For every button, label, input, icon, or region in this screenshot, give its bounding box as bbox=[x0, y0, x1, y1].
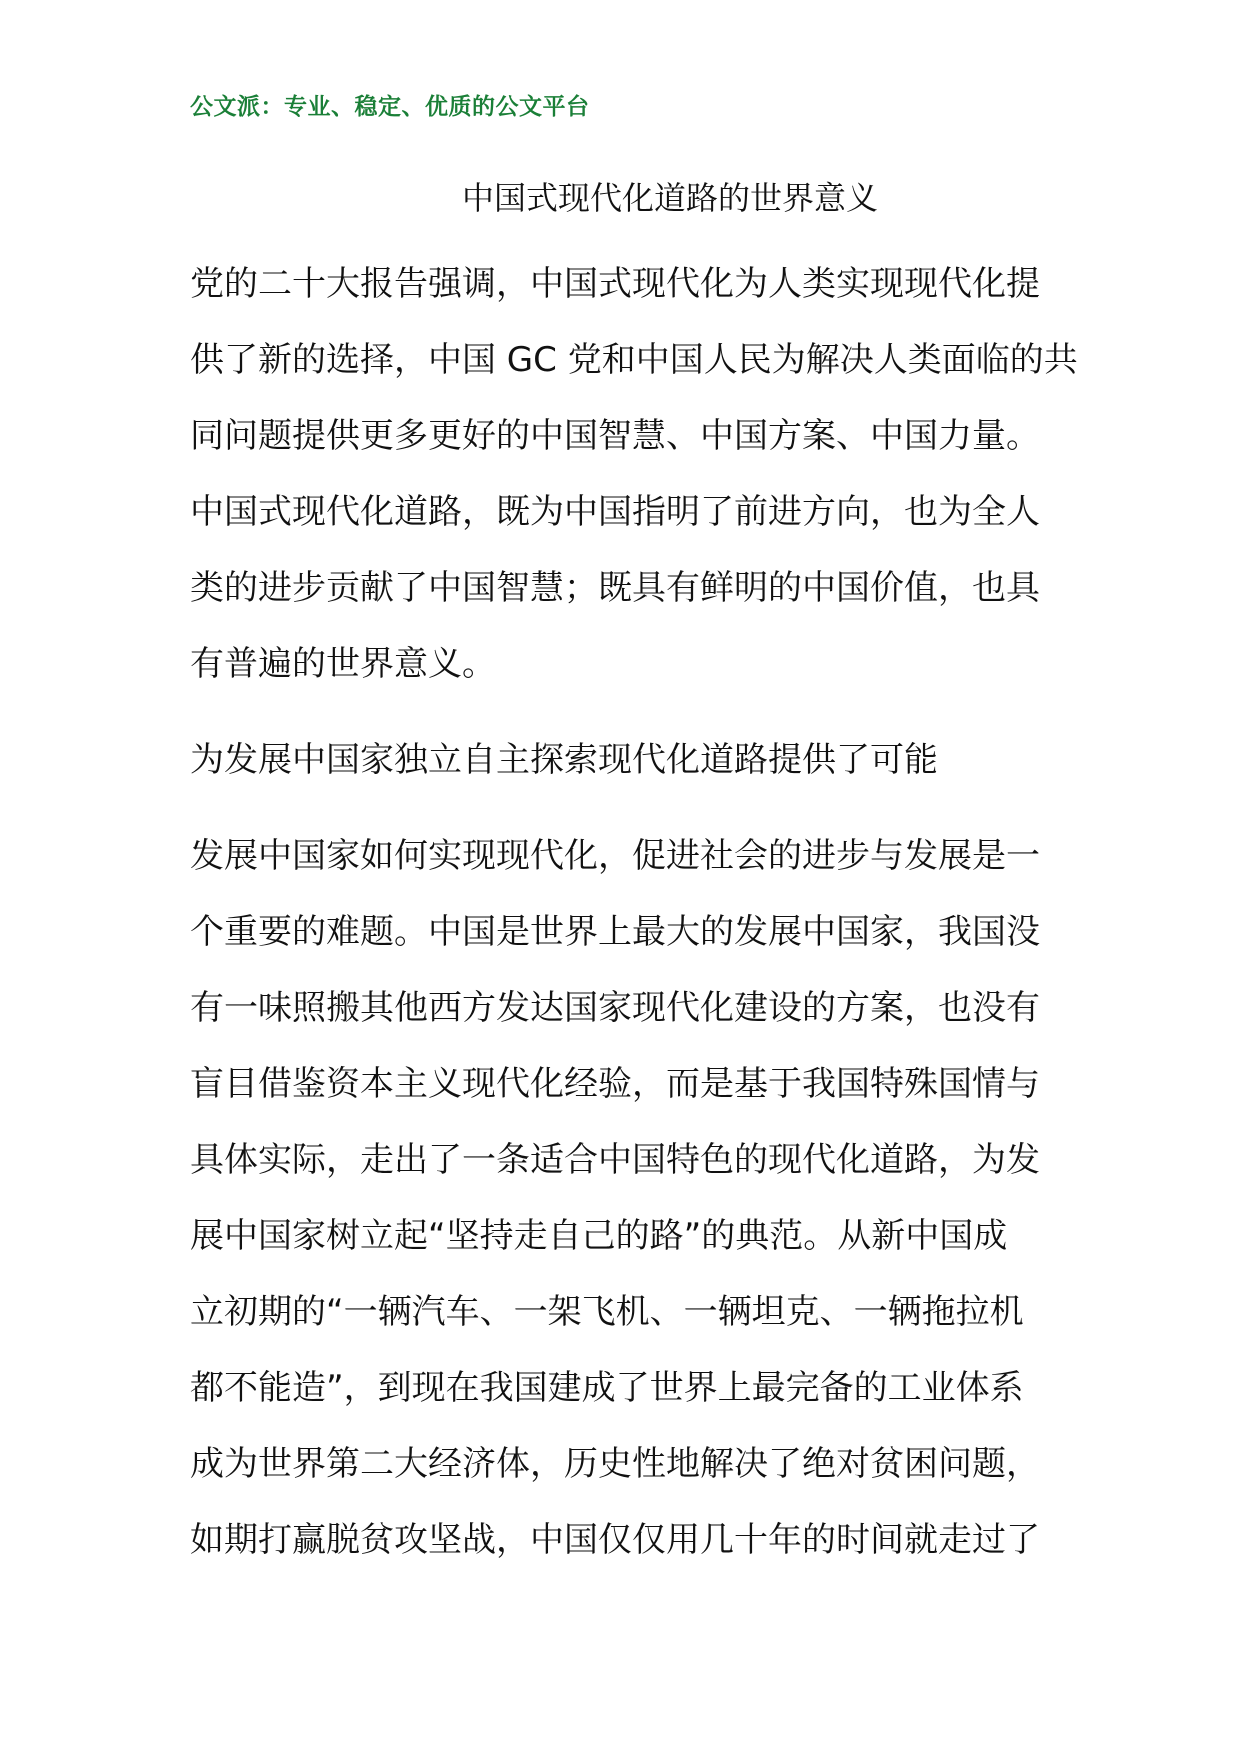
text-line: 供了新的选择，中国 GC 党和中国人民为解决人类面临的共 bbox=[190, 340, 1078, 380]
text-line: 同问题提供更多更好的中国智慧、中国方案、中国力量。 bbox=[190, 416, 1040, 456]
text-line: 有一味照搬其他西方发达国家现代化建设的方案，也没有 bbox=[190, 988, 1040, 1028]
section-heading: 为发展中国家独立自主探索现代化道路提供了可能 bbox=[190, 740, 938, 780]
intro-paragraph bbox=[190, 262, 1078, 718]
text-line: 都不能造”，到现在我国建成了世界上最完备的工业体系 bbox=[190, 1368, 1024, 1408]
text-line: 类的进步贡献了中国智慧；既具有鲜明的中国价值，也具 bbox=[190, 568, 1040, 608]
text-line: 有普遍的世界意义。 bbox=[190, 644, 496, 684]
body-paragraph bbox=[190, 834, 1060, 1594]
text-line: 个重要的难题。中国是世界上最大的发展中国家，我国没 bbox=[190, 912, 1040, 952]
text-line: 盲目借鉴资本主义现代化经验，而是基于我国特殊国情与 bbox=[190, 1064, 1040, 1104]
text-line: 党的二十大报告强调，中国式现代化为人类实现现代化提 bbox=[190, 264, 1040, 304]
brand-header: 公文派：专业、稳定、优质的公文平台 bbox=[190, 94, 590, 120]
document-title: 中国式现代化道路的世界意义 bbox=[461, 179, 878, 217]
text-line: 发展中国家如何实现现代化，促进社会的进步与发展是一 bbox=[190, 836, 1040, 876]
text-line: 立初期的“一辆汽车、一架飞机、一辆坦克、一辆拖拉机 bbox=[190, 1292, 1024, 1332]
text-line: 展中国家树立起“坚持走自己的路”的典范。从新中国成 bbox=[190, 1216, 1008, 1256]
text-line: 中国式现代化道路，既为中国指明了前进方向，也为全人 bbox=[190, 492, 1040, 532]
text-line: 具体实际，走出了一条适合中国特色的现代化道路，为发 bbox=[190, 1140, 1040, 1180]
text-line: 成为世界第二大经济体，历史性地解决了绝对贫困问题， bbox=[190, 1444, 1040, 1484]
text-line: 如期打赢脱贫攻坚战，中国仅仅用几十年的时间就走过了 bbox=[190, 1520, 1040, 1560]
document-body bbox=[190, 262, 1078, 1594]
